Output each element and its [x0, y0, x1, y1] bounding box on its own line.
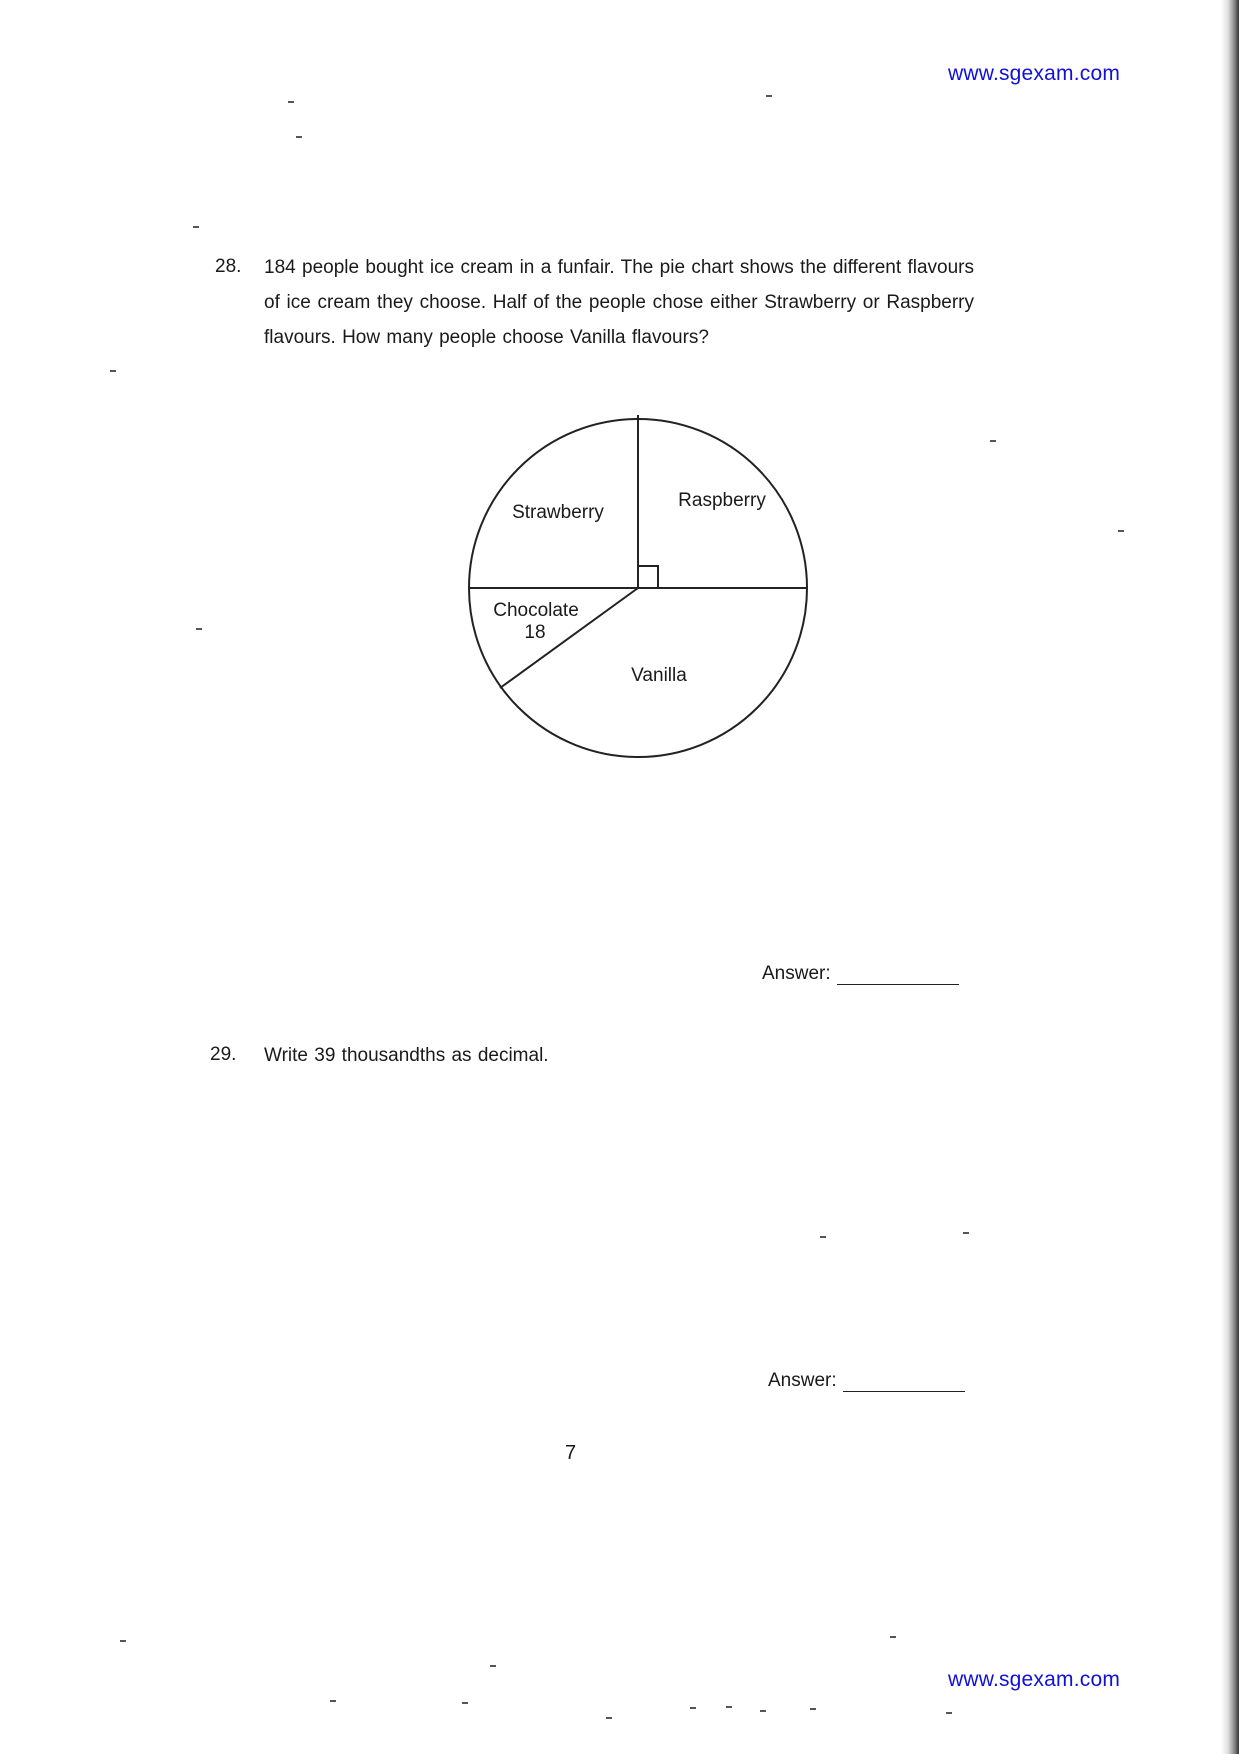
scan-edge-shadow	[1221, 0, 1239, 1754]
answer-28	[762, 963, 959, 985]
question-29-text: Write 39 thousandths as decimal.	[264, 1045, 549, 1066]
header-site-link[interactable]: www.sgexam.com	[948, 62, 1121, 85]
footer-site-link[interactable]: www.sgexam.com	[948, 1668, 1121, 1691]
question-29-number: 29.	[210, 1044, 237, 1065]
slice-label-chocolate: Chocolate	[493, 600, 579, 621]
slice-label-raspberry: Raspberry	[678, 490, 766, 511]
answer-28-label: Answer:	[762, 963, 831, 984]
question-28-number: 28.	[215, 256, 242, 277]
answer-29-blank[interactable]	[843, 1373, 965, 1392]
slice-label-vanilla: Vanilla	[631, 665, 687, 686]
page-number: 7	[565, 1442, 577, 1464]
answer-29-label: Answer:	[768, 1370, 837, 1391]
right-angle-marker	[638, 566, 658, 588]
slice-label-strawberry: Strawberry	[512, 502, 604, 523]
pie-chart-group	[469, 415, 807, 757]
question-28-text: 184 people bought ice cream in a funfair. The pie chart shows the different flavours of ice cream they choose. Half of the people chose either Strawberry or Raspberry flavours. How many people choose Vanilla flavours?	[264, 257, 974, 348]
answer-29	[768, 1370, 965, 1392]
answer-28-blank[interactable]	[837, 966, 959, 985]
slice-value-chocolate: 18	[524, 622, 546, 643]
